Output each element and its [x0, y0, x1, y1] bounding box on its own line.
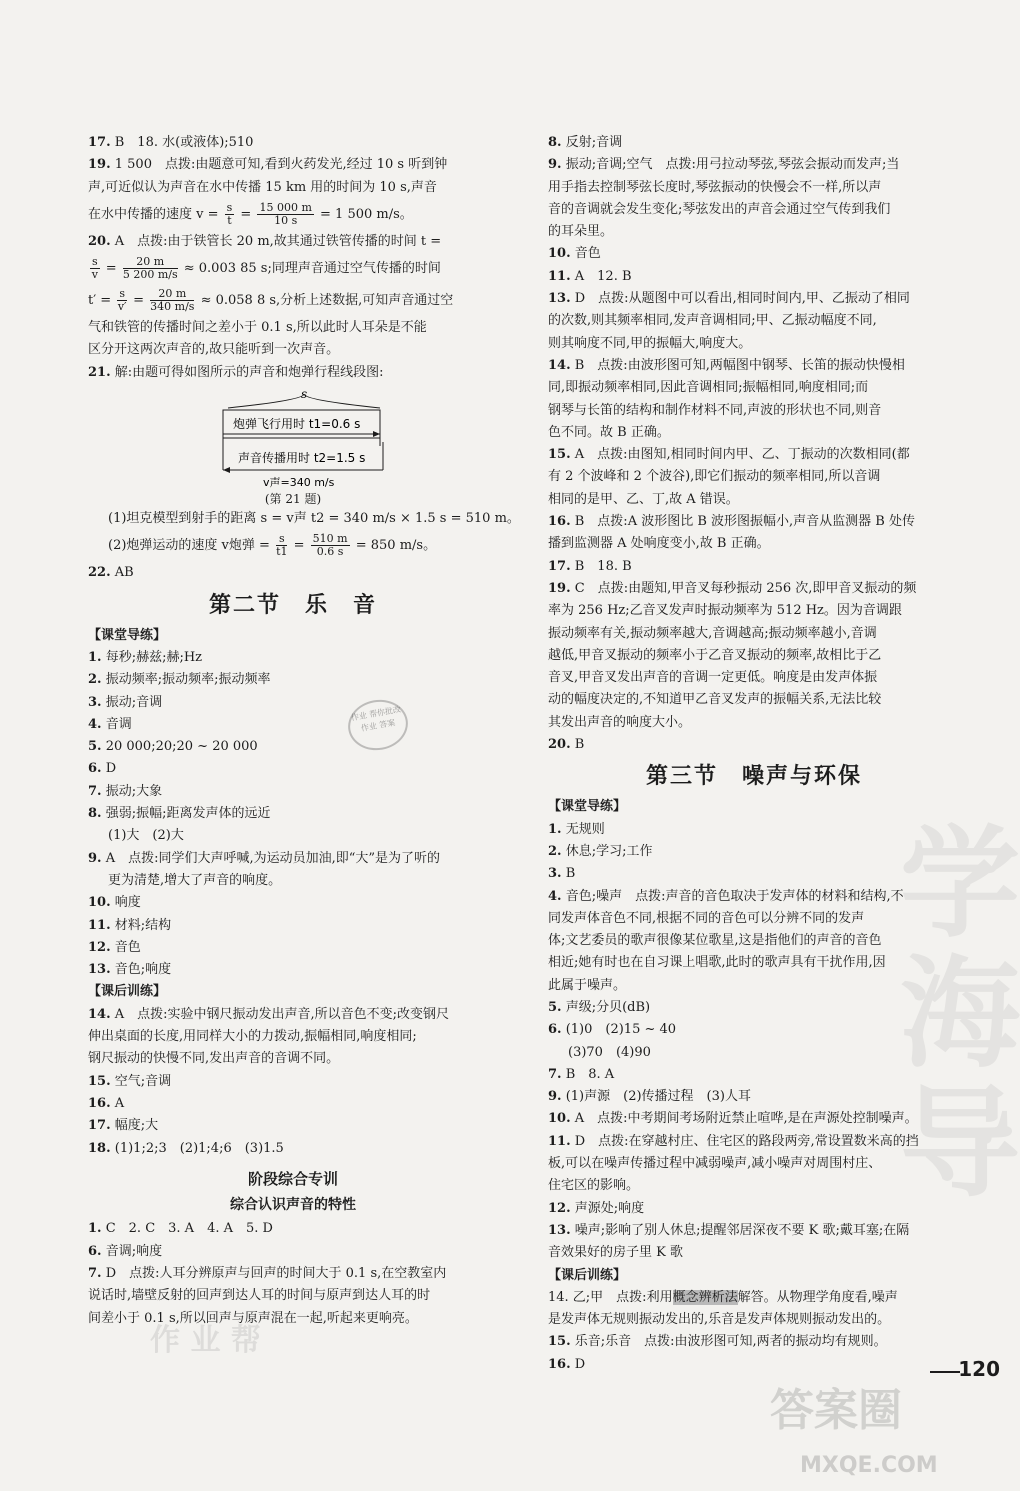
answer-line: 13. D 点拨:从题图中可以看出,相同时间内,甲、乙振动了相同	[548, 291, 910, 307]
answer-line: 此属于噪声。	[548, 977, 627, 993]
answer-line: 住宅区的影响。	[548, 1178, 640, 1194]
answer-line: 8. 反射;音调	[548, 135, 623, 150]
question-number: 2.	[548, 843, 562, 859]
answer-line: 2. 休息;学习;工作	[548, 843, 653, 859]
answer-line: 则其响度不同,甲的振幅大,响度大。	[548, 335, 752, 351]
question-number: 6.	[88, 761, 102, 777]
question-number: 11.	[548, 1133, 571, 1149]
question-number: 16.	[548, 514, 571, 530]
answer-line: 越低,甲音叉振动的频率小于乙音叉振动的频率,故相比于乙	[548, 647, 882, 663]
answer-line: 3. 振动;音调	[88, 694, 163, 710]
question-number: 13.	[548, 291, 571, 307]
question-number: 10.	[548, 246, 571, 262]
answer-line: 声,可近似认为声音在水中传播 15 km 用的时间为 10 s,声音	[88, 179, 437, 195]
answer-line: 音的音调就会发生变化;琴弦发出的声音会通过空气传到我们	[548, 201, 891, 217]
answer-line: 19. 1 500 点拨:由题意可知,看到火药发光,经过 10 s 听到钟	[88, 157, 448, 173]
answer-line: 5. 声级;分贝(dB)	[548, 999, 651, 1015]
question-number: 16.	[88, 1095, 111, 1111]
answer-line: 14. A 点拨:实验中钢尺振动发出声音,所以音色不变;改变钢尺	[88, 1006, 450, 1022]
answer-line: 音叉,甲音叉发出声音的音调一定更低。响度是由发声体振	[548, 670, 878, 686]
question-number: 1.	[88, 1221, 102, 1237]
left-column	[88, 132, 520, 1330]
question-number: 10.	[548, 1111, 571, 1127]
question-number: 15.	[548, 1334, 571, 1350]
answer-line: 伸出桌面的长度,用同样大小的力拨动,振幅相同,响度相同;	[88, 1029, 417, 1045]
answer-line: 15. A 点拨:由图知,相同时间内甲、乙、丁振动的次数相同(都	[548, 447, 910, 463]
watermark-left: 作 业 帮	[150, 1323, 261, 1358]
page-number: 120	[958, 1357, 1000, 1381]
question-number: 11.	[548, 268, 571, 284]
answer-line: 17. B 18. 水(或液体);510	[88, 135, 254, 150]
question-number: 12.	[88, 939, 111, 955]
answer-line: 3. B	[548, 866, 576, 882]
answer-line: 率为 256 Hz;乙音叉发声时振动频率为 512 Hz。因为音调跟	[548, 603, 902, 619]
question-number: 19.	[88, 157, 111, 173]
answer-line: 间差小于 0.1 s,所以回声与原声混在一起,听起来更响亮。	[88, 1310, 418, 1326]
answer-line: 20. A 点拨:由于铁管长 20 m,故其通过铁管传播的时间 t =	[88, 233, 442, 249]
question-number: 14.	[548, 357, 571, 373]
answer-line: 15. 空气;音调	[88, 1073, 172, 1089]
answer-line: 13. 噪声;影响了别人休息;提醒邻居深夜不要 K 歌;戴耳塞;在隔	[548, 1222, 910, 1238]
question-number: 16.	[548, 1356, 571, 1372]
question-number: 15.	[88, 1073, 111, 1089]
answer-line: 20. B	[548, 737, 585, 753]
question-number: 14.	[88, 1006, 111, 1022]
answer-line: 4. 音调	[88, 716, 132, 732]
answer-line: 4. 音色;噪声 点拨:声音的音色取决于发声体的材料和结构,不	[548, 888, 904, 904]
section-heading: 第三节 噪声与环保	[645, 764, 862, 790]
question-number: 12.	[548, 1200, 571, 1216]
answer-line: 16. B 点拨:A 波形图比 B 波形图振幅小,声音从监测器 B 处传	[548, 514, 915, 530]
answer-line: 相同的是甲、乙、丁,故 A 错误。	[548, 491, 739, 507]
answer-line: 板,可以在噪声传播过程中减弱噪声,减小噪声对周围村庄、	[548, 1156, 882, 1172]
answer-line: 的次数,则其频率相同,发声音调相同;甲、乙振动幅度不同,	[548, 313, 877, 329]
question-number: 9.	[88, 850, 102, 866]
watermark-answer: 答案圈	[770, 1385, 902, 1436]
section-label: 【课堂导练】	[88, 627, 167, 643]
answer-line: 10. 响度	[88, 895, 141, 911]
question-number: 11.	[88, 917, 111, 933]
question-number: 3.	[548, 866, 562, 882]
question-number: 1.	[88, 649, 102, 665]
question-number: 18.	[88, 1140, 111, 1156]
question-number: 5.	[548, 999, 562, 1015]
answer-line: t′ = $\frac{s}{v'}$ = $\frac{20 m}{340 m/s}$ ≈ 0.058 8 s,分析上述数据,可知声音通过空	[88, 287, 454, 314]
answer-line: 气和铁管的传播时间之差小于 0.1 s,所以此时人耳朵是不能	[88, 320, 427, 336]
answer-line: 钢尺振动的快慢不同,发出声音的音调不同。	[88, 1051, 340, 1067]
answer-line: 17. 幅度;大	[88, 1118, 159, 1134]
question-number: 7.	[88, 1265, 102, 1281]
answer-line: 17. B 18. B	[548, 558, 632, 574]
answer-line: 9. A 点拨:同学们大声呼喊,为运动员加油,即“大”是为了听的	[88, 850, 441, 866]
figure-21	[88, 386, 498, 506]
answer-line: 音效果好的房子里 K 歌	[548, 1245, 683, 1261]
answer-line: 13. 音色;响度	[88, 962, 172, 978]
answer-line: 1. C 2. C 3. A 4. A 5. D	[88, 1221, 273, 1237]
question-number: 15.	[548, 447, 571, 463]
answer-line: (3)70 (4)90	[568, 1044, 651, 1060]
answer-line: 动的幅度决定的,不知道甲乙音叉发声的振幅关系,无法比较	[548, 692, 882, 708]
question-number: 9.	[548, 157, 562, 173]
answer-line: 10. 音色	[548, 246, 601, 262]
answer-line: 是发声体无规则振动发出的,乐音是发声体规则振动发出的。	[548, 1312, 891, 1328]
answer-line: 有 2 个波峰和 2 个波谷),即它们振动的频率相同,所以音调	[548, 469, 881, 485]
question-number: 20.	[548, 737, 571, 753]
answer-line: 6. 音调;响度	[88, 1243, 163, 1259]
section-heading: 第二节 乐 音	[208, 592, 377, 618]
answer-line: 6. (1)0 (2)15 ~ 40	[548, 1022, 677, 1038]
answer-line: 19. C 点拨:由题知,甲音叉每秒振动 256 次,即甲音叉振动的频	[548, 580, 917, 596]
answer-line: 11. 材料;结构	[88, 917, 172, 933]
question-number: 17.	[548, 558, 571, 574]
answer-line: 12. 音色	[88, 939, 141, 955]
answer-line: 体;文艺委员的歌声很像某位歌星,这是指他们的声音的音色	[548, 933, 882, 949]
answer-line: 振动频率有关,振动频率越大,音调越高;振动频率越小,音调	[548, 625, 877, 641]
answer-line: (2)炮弹运动的速度 v炮弹 = $\frac{s}{t1}$ = $\frac{510 m}{0.6 s}$ = 850 m/s。	[108, 532, 437, 559]
answer-line: 2. 振动频率;振动频率;振动频率	[88, 672, 271, 688]
question-number: 9.	[548, 1089, 562, 1105]
answer-line: 7. 振动;大象	[88, 783, 163, 799]
answer-line: 1. 每秒;赫兹;赫;Hz	[88, 649, 203, 665]
sound-label: 声音传播用时 t2=1.5 s	[238, 451, 366, 466]
question-number: 7.	[88, 783, 102, 799]
answer-line: 播到监测器 A 处响度变小,故 B 正确。	[548, 536, 770, 552]
question-number: 17.	[88, 1118, 111, 1134]
question-number: 7.	[548, 1066, 562, 1082]
answer-line: 18. (1)1;2;3 (2)1;4;6 (3)1.5	[88, 1140, 284, 1156]
answer-line: 更为清楚,增大了声音的响度。	[108, 872, 282, 888]
answer-line: 色不同。故 B 正确。	[548, 424, 670, 440]
answer-line: 14. 乙;甲 点拨:利用概念辨析法解答。从物理学角度看,噪声	[548, 1289, 898, 1305]
page-number-dash	[930, 1371, 960, 1373]
question-number: 6.	[548, 1022, 562, 1038]
figure-caption: (第 21 题)	[264, 492, 322, 507]
question-number: 4.	[88, 716, 102, 732]
answer-line: 11. D 点拨:在穿越村庄、住宅区的路段两旁,常设置数米高的挡	[548, 1133, 919, 1149]
answer-line: 相近;她有时也在自习课上唱歌,此时的歌声具有干扰作用,因	[548, 955, 886, 971]
answer-line: 7. D 点拨:人耳分辨原声与回声的时间大于 0.1 s,在空教室内	[88, 1265, 447, 1281]
answer-line: 9. (1)声源 (2)传播过程 (3)人耳	[548, 1089, 751, 1105]
question-number: 6.	[88, 1243, 102, 1259]
answer-line: 1. 无规则	[548, 821, 605, 837]
highlighted-term: 概念辨析法	[672, 1289, 738, 1305]
answer-line: 的耳朵里。	[548, 224, 614, 240]
answer-line: 9. 振动;音调;空气 点拨:用弓拉动琴弦,琴弦会振动而发声;当	[548, 157, 900, 173]
question-number: 8.	[548, 135, 562, 150]
watermark-site: MXQE.COM	[800, 1453, 938, 1478]
answer-line: 同,即振动频率相同,因此音调相同;振幅相同,响度相同;而	[548, 380, 869, 396]
section-label: 【课后训练】	[88, 984, 167, 1000]
question-number: 20.	[88, 233, 111, 249]
stamp-text: 作业 帮你批改作业 答案	[350, 704, 402, 733]
question-number: 8.	[88, 806, 102, 822]
question-number: 10.	[88, 895, 111, 911]
answer-line: 16. A	[88, 1095, 125, 1111]
s-label: s	[301, 387, 308, 402]
answer-line: (1)坦克模型到射手的距离 s = v声 t2 = 340 m/s × 1.5 s = 510 m。	[108, 511, 520, 527]
question-number: 5.	[88, 739, 102, 755]
right-column	[548, 132, 960, 1376]
answer-line: $\frac{s}{v}$ = $\frac{20 m}{5 200 m/s}$ ≈ 0.003 85 s;同理声音通过空气传播的时间	[91, 255, 441, 282]
question-number: 1.	[548, 821, 562, 837]
answer-line: 12. 声源处;响度	[548, 1200, 645, 1216]
question-number: 17.	[88, 135, 111, 150]
question-number: 19.	[548, 580, 571, 596]
answer-line: 在水中传播的速度 v = $\frac{s}{t}$ = $\frac{15 000 m}{10 s}$ = 1 500 m/s。	[88, 200, 413, 227]
answer-line: 7. B 8. A	[548, 1066, 615, 1082]
question-number: 4.	[548, 888, 562, 904]
section-label: 【课堂导练】	[548, 799, 627, 815]
speed-label: v声=340 m/s	[263, 476, 335, 490]
question-number: 13.	[88, 962, 111, 978]
answer-line: 11. A 12. B	[548, 268, 632, 284]
answer-line: 其发出声音的响度大小。	[548, 714, 692, 730]
question-number: 3.	[88, 694, 102, 710]
answer-line: (1)大 (2)大	[108, 828, 184, 844]
question-number: 22.	[88, 565, 111, 581]
answer-line: 钢琴与长笛的结构和制作材料不同,声波的形状也不同,则音	[548, 402, 882, 418]
answer-line: 22. AB	[88, 565, 134, 581]
question-number: 21.	[88, 364, 111, 380]
shell-label: 炮弹飞行用时 t1=0.6 s	[233, 417, 361, 432]
answer-line: 8. 强弱;振幅;距离发声体的远近	[88, 806, 271, 822]
question-number: 13.	[548, 1222, 571, 1238]
answer-line: 15. 乐音;乐音 点拨:由波形图可知,两者的振动均有规则。	[548, 1334, 887, 1350]
section-label: 【课后训练】	[548, 1267, 627, 1283]
answer-line: 21. 解:由题可得如图所示的声音和炮弹行程线段图:	[88, 364, 384, 380]
answer-line: 5. 20 000;20;20 ~ 20 000	[88, 739, 258, 755]
question-number: 2.	[88, 672, 102, 688]
answer-line: 说话时,墙壁反射的回声到达人耳的时间与原声到达人耳的时	[88, 1288, 431, 1304]
topic-heading: 综合认识声音的特性	[230, 1197, 356, 1214]
answer-line: 用手指去控制琴弦长度时,琴弦振动的快慢会不一样,所以声	[548, 179, 882, 195]
subsection-heading: 阶段综合专训	[247, 1169, 338, 1188]
answer-line: 区分开这两次声音的,故只能听到一次声音。	[88, 342, 340, 358]
answer-line: 10. A 点拨:中考期间考场附近禁止喧哗,是在声源处控制噪声。	[548, 1111, 918, 1127]
answer-line: 6. D	[88, 761, 117, 777]
answer-line: 同发声体音色不同,根据不同的音色可以分辨不同的发声	[548, 910, 865, 926]
answer-line: 16. D	[548, 1356, 586, 1372]
watermark-right: 学 海 导	[900, 815, 1020, 1214]
answer-line: 14. B 点拨:由波形图可知,两幅图中钢琴、长笛的振动快慢相	[548, 357, 905, 373]
